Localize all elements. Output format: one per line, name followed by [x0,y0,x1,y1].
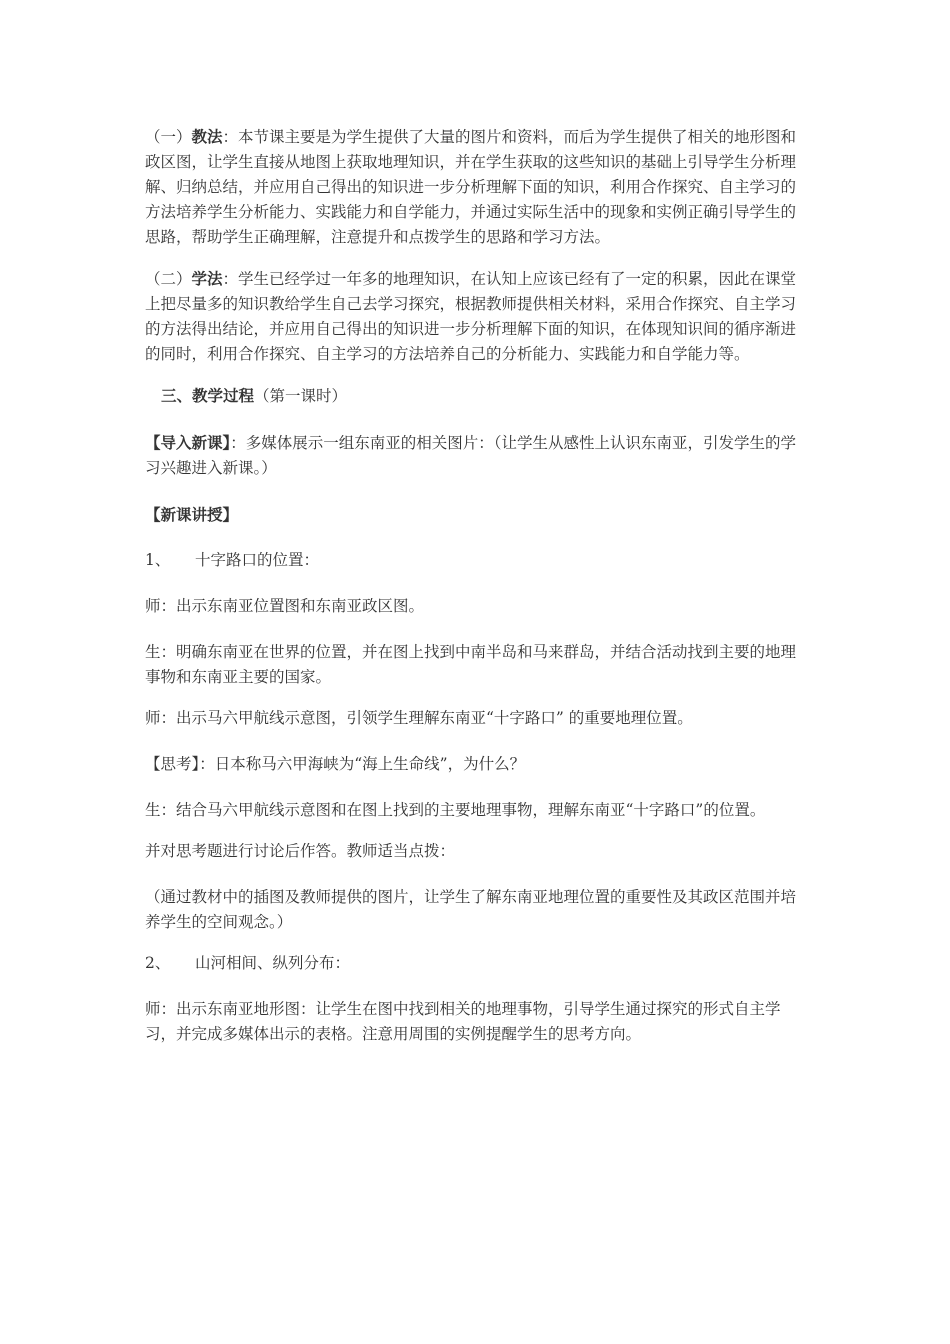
new-lesson-heading: 【新课讲授】 [145,505,239,524]
list-item-text: 十字路口的位置： [195,551,320,569]
teaching-method-paragraph [145,124,805,250]
paragraph-prefix: （一） [145,128,192,146]
intro-text: ：多媒体展示一组东南亚的相关图片：（让学生从感性上认识东南亚，引发学生的学习兴趣进入新课。） [145,434,797,477]
section-heading-subtitle: （第一课时） [254,387,348,405]
teacher-line: 师：出示东南亚地形图：让学生在图中找到相关的地理事物，引导学生通过探究的形式自主学习，并完成多媒体出示的表格。注意用周围的实例提醒学生的思考方向。 [145,1000,781,1043]
discussion-line: 并对思考题进行讨论后作答。教师适当点拨： [145,842,456,860]
intro-label: 【导入新课】 [145,433,231,452]
document-body [145,124,805,1047]
learning-method-paragraph [145,266,805,367]
section-heading-title: 三、教学过程 [161,386,255,405]
note-paragraph: （通过教材中的插图及教师提供的图片，让学生了解东南亚地理位置的重要性及其政区范围并培养学生的空间观念。） [145,888,797,931]
section-heading [145,383,805,409]
teaching-method-text: ：本节课主要是为学生提供了大量的图片和资料，而后为学生提供了相关的地形图和政区图，让学生直接从地图上获取地理知识，并在学生获取的这些知识的基础上引导学生分析理解、归纳总结，并应用自己得出的知识进一步分析理解下面的知识，利用合作探究、自主学习的方法培养学生分析能力、实践能力和自学能力，并通过实际生活中的现象和实例正确引导学生的思路，帮助学生正确理解，注意提升和点拨学生的思路和学习方法。 [145,128,797,246]
intro-paragraph [145,430,805,481]
list-item [145,548,805,573]
list-item [145,951,805,976]
think-question: 【思考】：日本称马六甲海峡为“海上生命线”，为什么？ [145,755,526,773]
student-line: 生：结合马六甲航线示意图和在图上找到的主要地理事物，理解东南亚“十字路口”的位置。 [145,801,766,819]
student-line: 生：明确东南亚在世界的位置，并在图上找到中南半岛和马来群岛，并结合活动找到主要的地理事物和东南亚主要的国家。 [145,643,797,686]
list-item-number: 2、 [145,954,171,972]
list-item-number: 1、 [145,551,171,569]
paragraph-prefix: （二） [145,270,192,288]
learning-method-text: ：学生已经学过一年多的地理知识，在认知上应该已经有了一定的积累，因此在课堂上把尽量多的知识教给学生自己去学习探究，根据教师提供相关材料，采用合作探究、自主学习的方法得出结论，并应用自己得出的知识进一步分析理解下面的知识，在体现知识间的循序渐进的同时，利用合作探究、自主学习的方法培养自己的分析能力、实践能力和自学能力等。 [145,270,797,363]
teaching-method-label: 教法 [191,127,223,146]
learning-method-label: 学法 [191,269,223,288]
teacher-line: 师：出示东南亚位置图和东南亚政区图。 [145,597,425,615]
teacher-line: 师：出示马六甲航线示意图，引领学生理解东南亚“十字路口” 的重要地理位置。 [145,709,693,727]
list-item-text: 山河相间、纵列分布： [195,954,351,972]
